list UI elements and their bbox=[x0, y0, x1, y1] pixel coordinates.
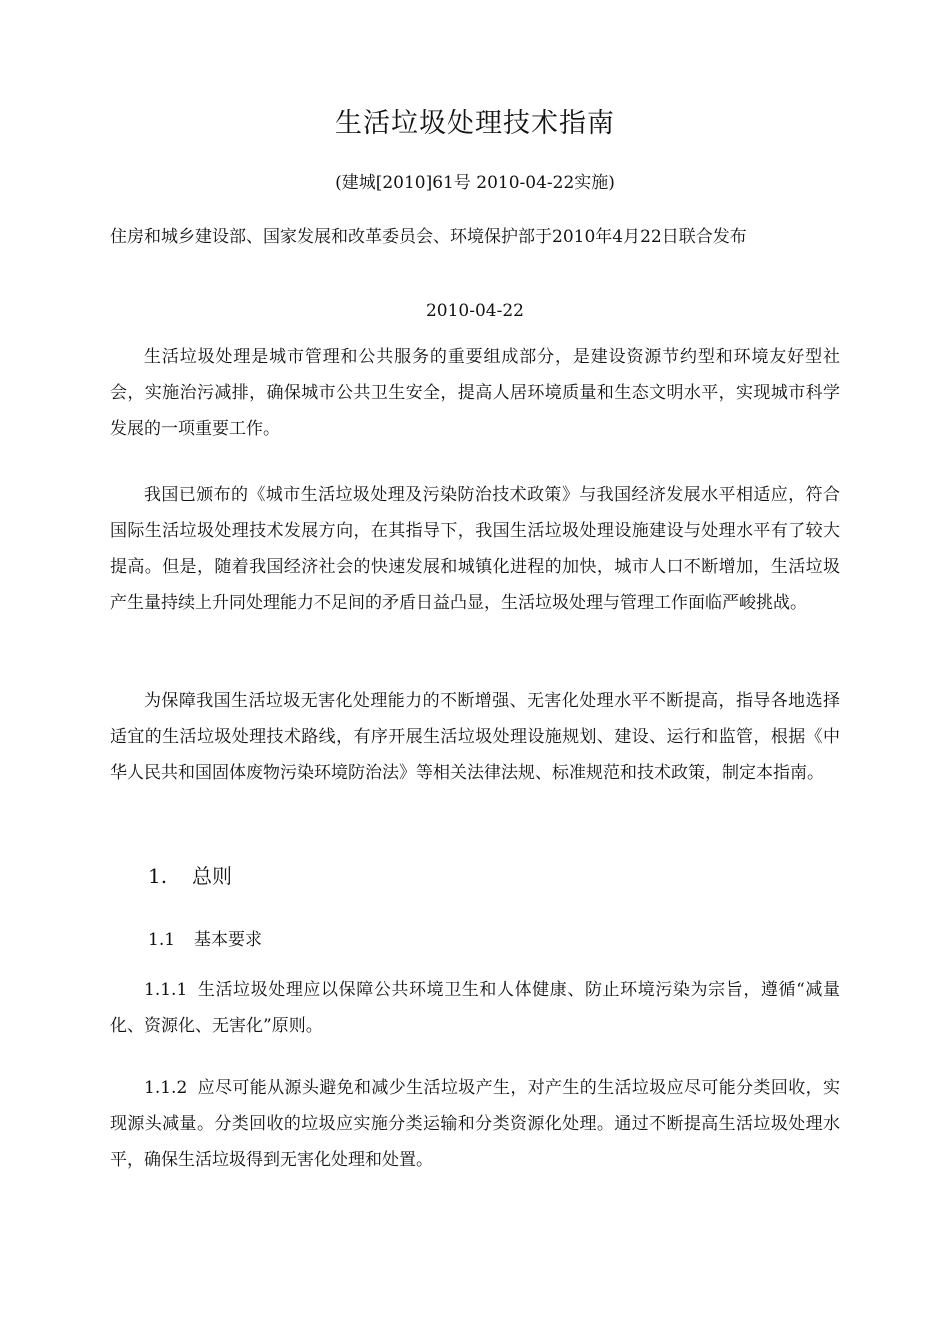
section-title: 总则 bbox=[192, 864, 232, 888]
clause-text: 应尽可能从源头避免和减少生活垃圾产生，对产生的生活垃圾应尽可能分类回收，实现源头减量。分类回收的垃圾应实施分类运输和分类资源化处理。通过不断提高生活垃圾处理水平，确保生活垃圾得到无害化处理和处置。 bbox=[110, 1078, 840, 1170]
clause-number: 1.1.2 bbox=[144, 1078, 188, 1098]
intro-paragraph-2: 我国已颁布的《城市生活垃圾处理及污染防治技术政策》与我国经济发展水平相适应，符合国际生活垃圾处理技术发展方向，在其指导下，我国生活垃圾处理设施建设与处理水平有了较大提高。但是，随着我国经济社会的快速发展和城镇化进程的加快，城市人口不断增加，生活垃圾产生量持续上升同处理能力不足间的矛盾日益凸显，生活垃圾处理与管理工作面临严峻挑战。 bbox=[110, 485, 840, 613]
subsection-title: 基本要求 bbox=[194, 930, 262, 950]
clause-text: 生活垃圾处理应以保障公共环境卫生和人体健康、防止环境污染为宗旨，遵循“减量化、资源化、无害化”原则。 bbox=[110, 980, 840, 1036]
section-number: 1. bbox=[148, 864, 168, 888]
publish-date: 2010-04-22 bbox=[425, 301, 524, 321]
clause-1-1-1 bbox=[110, 972, 840, 1044]
subsection-heading-1-1 bbox=[148, 924, 262, 956]
issuer-line: 住房和城乡建设部、国家发展和改革委员会、环境保护部于2010年4月22日联合发布 bbox=[110, 227, 747, 247]
clause-number: 1.1.1 bbox=[144, 980, 188, 1000]
intro-paragraph-1: 生活垃圾处理是城市管理和公共服务的重要组成部分，是建设资源节约型和环境友好型社会，实施治污减排，确保城市公共卫生安全，提高人居环境质量和生态文明水平，实现城市科学发展的一项重要工作。 bbox=[110, 347, 840, 439]
clause-1-1-2 bbox=[110, 1070, 840, 1178]
section-heading-1 bbox=[148, 858, 232, 894]
document-subtitle: (建城[2010]61号 2010-04-22实施) bbox=[335, 173, 615, 193]
subsection-number: 1.1 bbox=[148, 930, 176, 950]
document-title: 生活垃圾处理技术指南 bbox=[335, 108, 615, 139]
intro-paragraph-3: 为保障我国生活垃圾无害化处理能力的不断增强、无害化处理水平不断提高，指导各地选择适宜的生活垃圾处理技术路线，有序开展生活垃圾处理设施规划、建设、运行和监管，根据《中华人民共和国固体废物污染环境防治法》等相关法律法规、标准规范和技术政策，制定本指南。 bbox=[110, 691, 840, 783]
